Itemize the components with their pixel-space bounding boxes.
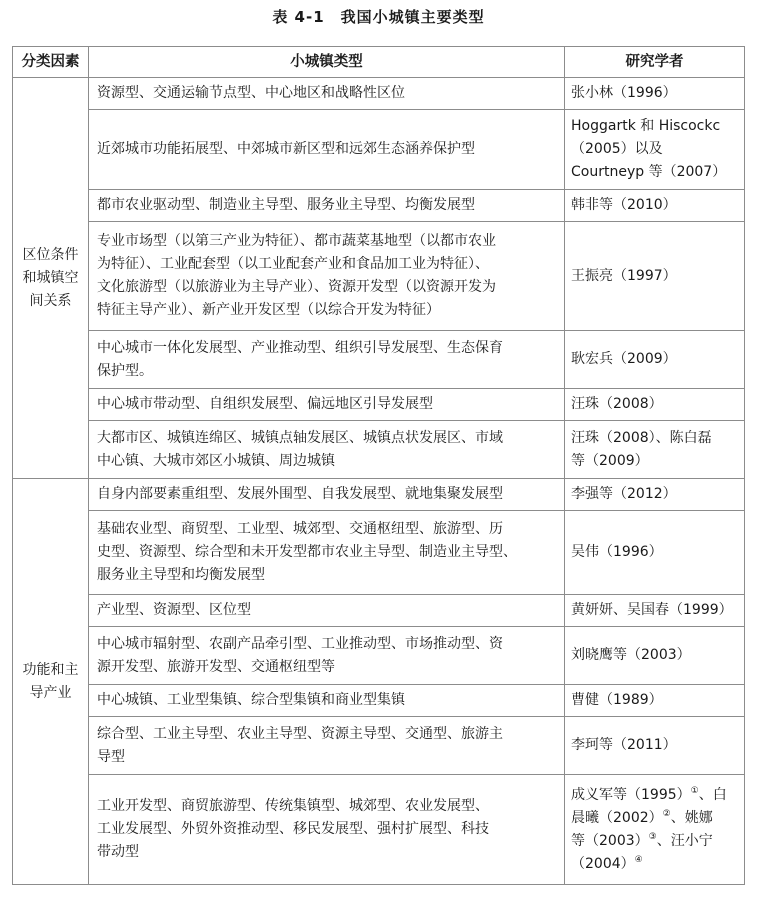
footnote-marker: ①: [690, 785, 699, 796]
type-line: 资源型、交通运输节点型、中心地区和战略性区位: [97, 85, 405, 101]
scholar-line: （2005）以及: [571, 141, 663, 157]
type-cell: [89, 775, 565, 885]
table-row: [13, 685, 745, 717]
table-row: [13, 421, 745, 479]
type-line: 保护型。: [97, 362, 153, 379]
scholar-cell: [565, 775, 745, 885]
footnote-marker: ③: [648, 831, 657, 842]
type-line: 中心城市带动型、自组织发展型、偏远地区引导发展型: [97, 396, 433, 412]
scholar-line: 耿宏兵（2009）: [571, 351, 677, 367]
type-cell: [89, 222, 565, 331]
scholar-line: 等（2009）: [571, 452, 649, 469]
scholar-line-tail: 、白: [698, 786, 727, 803]
table-row: [13, 190, 745, 222]
type-line: 文化旅游型（以旅游业为主导产业）、资源开发型（以资源开发为: [97, 279, 496, 295]
type-line: 大都市区、城镇连绵区、城镇点轴发展区、城镇点状发展区、市域: [97, 429, 503, 446]
table-row: [13, 511, 745, 595]
type-cell: [89, 331, 565, 389]
scholar-line: 张小林（1996）: [571, 85, 677, 101]
type-cell: [89, 389, 565, 421]
scholar-line: （2004）: [571, 855, 635, 872]
type-line: 服务业主导型和均衡发展型: [97, 567, 265, 583]
scholar-cell: [565, 78, 745, 110]
type-cell: [89, 685, 565, 717]
type-cell: [89, 717, 565, 775]
footnote-marker: ②: [662, 808, 671, 819]
type-line: 中心城镇、工业型集镇、综合型集镇和商业型集镇: [97, 692, 405, 708]
scholar-cell: [565, 685, 745, 717]
type-cell: [89, 595, 565, 627]
table-row: [13, 389, 745, 421]
type-line: 产业型、资源型、区位型: [97, 602, 251, 618]
scholar-cell: [565, 222, 745, 331]
scholar-line-tail: 、姚娜: [670, 809, 713, 826]
type-cell: [89, 479, 565, 511]
type-line: 带动型: [97, 844, 139, 860]
table-row: [13, 627, 745, 685]
factor-line: 导产业: [29, 684, 72, 701]
scholar-line: 成义军等（1995）: [571, 786, 691, 803]
scholar-line: Hoggartk 和 Hiscockc: [571, 118, 721, 134]
scholar-line-tail: 、汪小宁: [656, 832, 713, 849]
type-line: 基础农业型、商贸型、工业型、城郊型、交通枢纽型、旅游型、历: [97, 521, 503, 537]
scholar-cell: [565, 627, 745, 685]
type-line: 中心城市一体化发展型、产业推动型、组织引导发展型、生态保育: [97, 339, 503, 356]
scholar-line: 李强等（2012）: [571, 486, 677, 502]
header-type: 小城镇类型: [89, 47, 565, 78]
table-row: [13, 717, 745, 775]
table-caption: 表 4-1 我国小城镇主要类型: [272, 8, 485, 26]
table-row: [13, 595, 745, 627]
scholar-line: 王振亮（1997）: [571, 267, 677, 284]
factor-cell: [13, 78, 89, 479]
table-row: [13, 222, 745, 331]
header-scholar: 研究学者: [565, 47, 745, 78]
type-line: 工业发展型、外贸外资推动型、移民发展型、强村扩展型、科技: [97, 821, 489, 837]
type-line: 自身内部要素重组型、发展外围型、自我发展型、就地集聚发展型: [97, 486, 503, 502]
type-line: 综合型、工业主导型、农业主导型、资源主导型、交通型、旅游主: [97, 725, 503, 742]
table-row: [13, 479, 745, 511]
type-cell: [89, 627, 565, 685]
scholar-line: 汪珠（2008）: [571, 396, 663, 412]
type-line: 特征主导产业）、新产业开发区型（以综合开发为特征）: [97, 302, 440, 318]
type-line: 工业开发型、商贸旅游型、传统集镇型、城郊型、农业发展型、: [97, 798, 489, 814]
type-line: 史型、资源型、综合型和未开发型都市农业主导型、制造业主导型、: [97, 544, 517, 560]
type-cell: [89, 110, 565, 190]
town-types-table: [12, 46, 745, 885]
scholar-cell: [565, 595, 745, 627]
header-row: [13, 47, 745, 78]
scholar-cell: [565, 421, 745, 479]
footnote-marker: ④: [634, 854, 643, 865]
scholar-line: 等（2003）: [571, 832, 649, 849]
scholar-cell: [565, 511, 745, 595]
type-cell: [89, 78, 565, 110]
factor-cell: [13, 479, 89, 885]
factor-line: 和城镇空: [22, 269, 79, 286]
scholar-cell: [565, 190, 745, 222]
type-cell: [89, 421, 565, 479]
scholar-cell: [565, 331, 745, 389]
scholar-cell: [565, 479, 745, 511]
type-line: 导型: [97, 748, 125, 765]
scholar-line: 汪珠（2008）、陈白磊: [571, 429, 712, 446]
scholar-line: 黄妍妍、吴国春（1999）: [571, 602, 733, 618]
type-line: 为特征）、工业配套型（以工业配套产业和食品加工业为特征）、: [97, 256, 489, 272]
table-body: [13, 78, 745, 885]
type-line: 源开发型、旅游开发型、交通枢纽型等: [97, 658, 335, 675]
factor-line: 功能和主: [22, 661, 79, 678]
type-line: 都市农业驱动型、制造业主导型、服务业主导型、均衡发展型: [97, 197, 475, 213]
factor-line: 区位条件: [22, 246, 79, 263]
type-cell: [89, 511, 565, 595]
type-line: 中心城市辐射型、农副产品牵引型、工业推动型、市场推动型、资: [97, 635, 503, 652]
table-row: [13, 78, 745, 110]
type-line: 中心镇、大城市郊区小城镇、周边城镇: [97, 452, 335, 469]
factor-line: 间关系: [29, 292, 72, 309]
scholar-line: Courtneyp 等（2007）: [571, 164, 727, 180]
table-row: [13, 331, 745, 389]
type-line: 近郊城市功能拓展型、中郊城市新区型和远郊生态涵养保护型: [97, 141, 475, 157]
scholar-cell: [565, 389, 745, 421]
type-cell: [89, 190, 565, 222]
header-factor: 分类因素: [13, 47, 89, 78]
scholar-line: 曹健（1989）: [571, 692, 663, 708]
scholar-line: 刘晓鹰等（2003）: [571, 647, 691, 663]
table-row: [13, 775, 745, 885]
type-line: 专业市场型（以第三产业为特征）、都市蔬菜基地型（以都市农业: [97, 233, 496, 249]
scholar-line: 晨曦（2002）: [571, 809, 663, 826]
table-row: [13, 110, 745, 190]
scholar-line: 韩非等（2010）: [571, 197, 677, 213]
scholar-cell: [565, 717, 745, 775]
scholar-cell: [565, 110, 745, 190]
scholar-line: 李珂等（2011）: [571, 737, 677, 753]
scholar-line: 吴伟（1996）: [571, 544, 663, 560]
